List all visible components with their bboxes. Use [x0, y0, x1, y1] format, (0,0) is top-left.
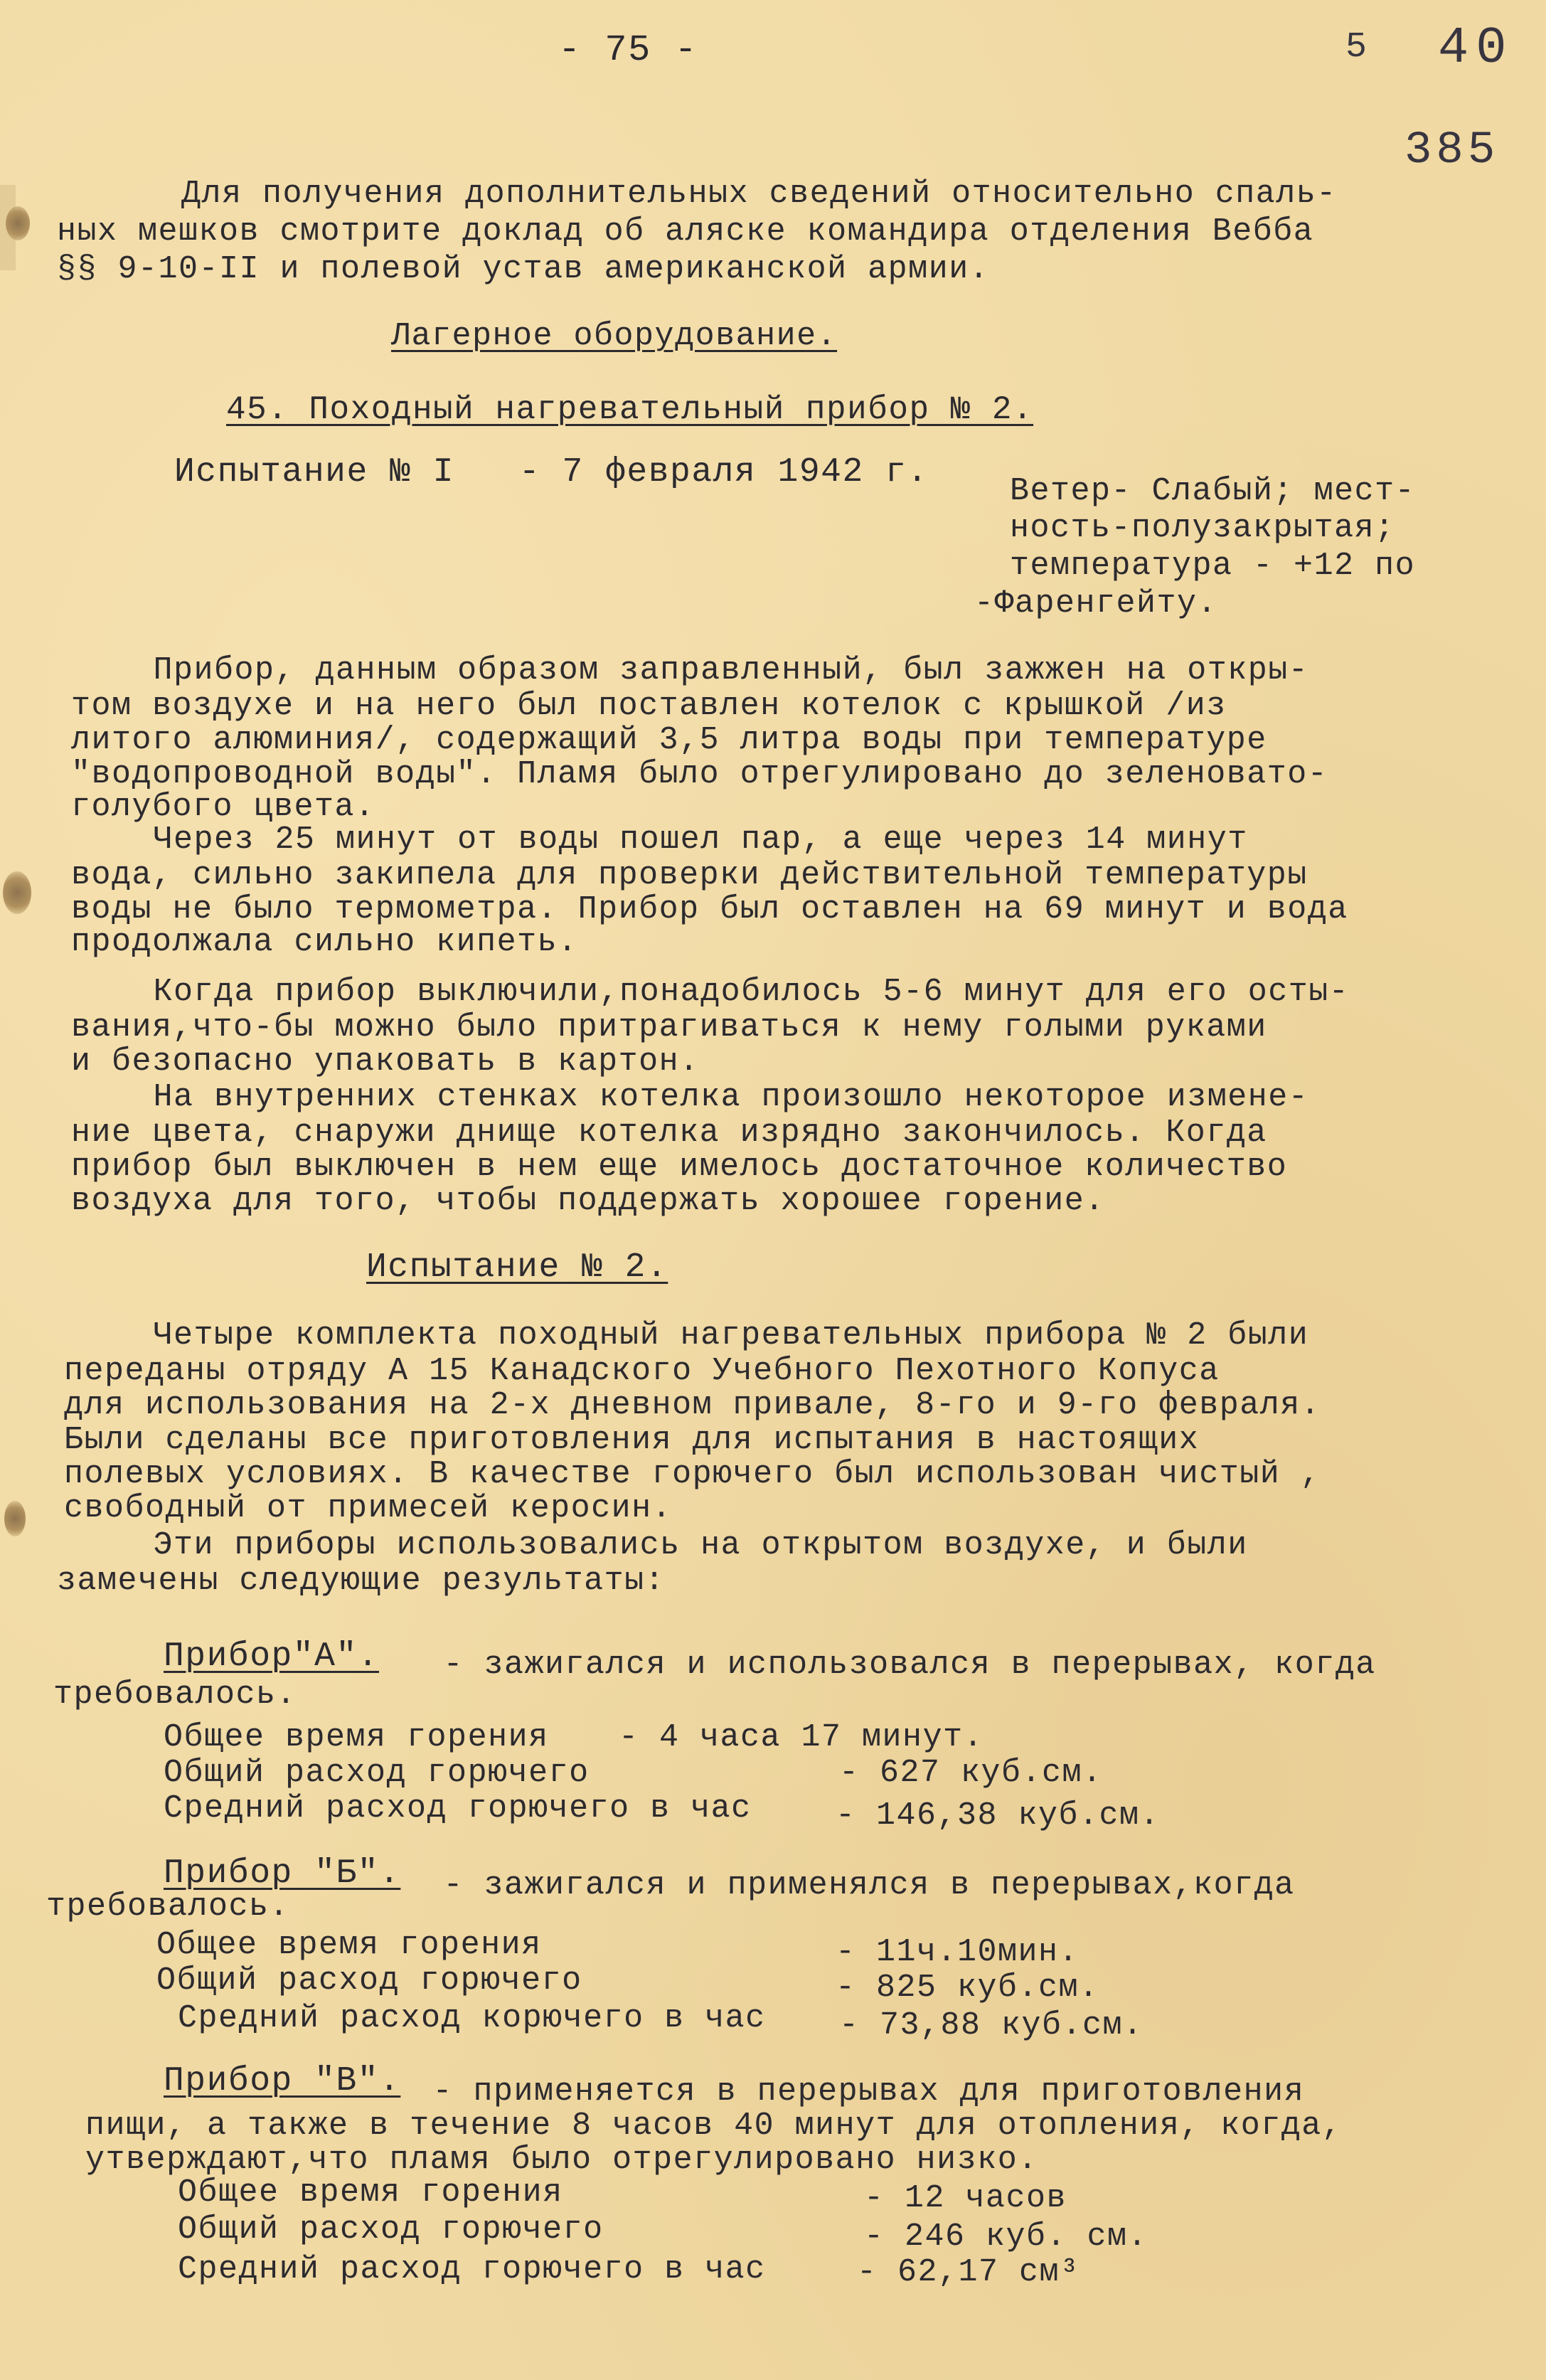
metric-value: - 4 часа 17 минут. [619, 1719, 984, 1755]
paragraph-line: прибор был выключен в нем еще имелось достаточное количество [71, 1149, 1288, 1185]
conditions-line: ность-полузакрытая; [1010, 510, 1395, 546]
device-description: требовалось. [46, 1888, 290, 1925]
punch-hole [4, 1501, 26, 1536]
metric-value: - 246 куб. см. [864, 2219, 1148, 2255]
device-label: Прибор "Б". [164, 1854, 401, 1893]
metric-value: - 627 куб.см. [839, 1755, 1103, 1791]
metric-value: - 62,17 см³ [857, 2254, 1080, 2290]
paragraph-line: вания,что-бы можно было притрагиваться к нему голыми руками [71, 1009, 1267, 1046]
conditions-line: Ветер- Слабый; мест- [1010, 473, 1416, 509]
metric-name: Средний расход горючего в час [178, 2251, 766, 2288]
device-description: утверждают,что пламя было отрегулировано низко. [85, 2142, 1038, 2178]
paragraph-line: воды не было термометра. Прибор был оставлен на 69 минут и вода [71, 891, 1348, 928]
device-label: Прибор "В". [164, 2062, 401, 2100]
paragraph-line: замечены следующие результаты: [57, 1563, 666, 1599]
paragraph-line: Когда прибор выключили,понадобилось 5-6 минут для его осты- [92, 974, 1350, 1010]
device-description: - зажигался и использовался в перерывах, когда [423, 1647, 1376, 1683]
paragraph-line: Прибор, данным образом заправленный, был зажжен на откры- [92, 652, 1309, 689]
paragraph-line: голубого цвета. [71, 789, 375, 825]
paragraph-line: воздуха для того, чтобы поддержать хорошее горение. [71, 1183, 1105, 1219]
metric-name: Общее время горения [156, 1927, 542, 1963]
paragraph-line: продолжала сильно кипеть. [71, 924, 578, 960]
paragraph-line: На внутренних стенках котелка произошло некоторое измене- [92, 1079, 1309, 1115]
paragraph-line: ние цвета, снаружи днище котелка изрядно закончилось. Когда [71, 1115, 1267, 1151]
device-label: Прибор"А". [164, 1637, 380, 1676]
metric-name: Общее время горения [164, 1719, 549, 1755]
paragraph-line: Через 25 минут от воды пошел пар, а еще через 14 минут [92, 822, 1248, 858]
item-title: 45. Походный нагревательный прибор № 2. [226, 391, 1034, 428]
metric-name: Средний расход горючего в час [164, 1790, 752, 1827]
section-title: Лагерное оборудование. [391, 318, 838, 354]
metric-name: Общий расход горючего [156, 1962, 582, 1999]
metric-value: - 12 часов [864, 2180, 1067, 2216]
paragraph-line: том воздухе и на него был поставлен котелок с крышкой /из [71, 688, 1227, 724]
paragraph-line: Эти приборы использовались на открытом воздухе, и были [92, 1527, 1248, 1563]
device-description: пищи, а также в течение 8 часов 40 минут для отопления, когда, [85, 2108, 1343, 2144]
metric-value: - 11ч.10мин. [836, 1934, 1079, 1970]
paragraph-line: для использования на 2-х дневном привале, 8-го и 9-го февраля. [64, 1387, 1321, 1423]
metric-name: Общее время горения [178, 2174, 563, 2211]
test-heading: Испытание № I - 7 февраля 1942 г. [174, 453, 929, 492]
device-description: требовалось. [53, 1677, 297, 1713]
punch-hole [3, 871, 31, 914]
metric-value: - 825 куб.см. [836, 1970, 1099, 2006]
paragraph-line: Были сделаны все приготовления для испытания в настоящих [64, 1422, 1200, 1458]
paragraph-line: литого алюминия/, содержащий 3,5 литра воды при температуре [71, 722, 1267, 758]
paragraph-line: и безопасно упаковать в картон. [71, 1043, 700, 1080]
metric-name: Средний расход корючего в час [178, 2000, 766, 2036]
paragraph-line: полевых условиях. В качестве горючего был использован чистый , [64, 1456, 1321, 1492]
intro-line: §§ 9-10-II и полевой устав американской армии. [57, 251, 990, 287]
intro-line: Для получения дополнительных сведений относительно спаль- [181, 176, 1337, 212]
punch-hole [6, 206, 30, 240]
metric-name: Общий расход горючего [164, 1755, 590, 1791]
paragraph-line: переданы отряду А 15 Канадского Учебного Пехотного Копуса [64, 1353, 1220, 1389]
intro-line: ных мешков смотрите доклад об аляске командира отделения Вебба [57, 213, 1314, 250]
folio-number: 40 [1438, 19, 1514, 78]
conditions-line: -Фаренгейту. [974, 585, 1218, 622]
test-heading: Испытание № 2. [366, 1248, 668, 1287]
metric-value: - 146,38 куб.см. [836, 1797, 1161, 1834]
metric-name: Общий расход горючего [178, 2211, 604, 2248]
device-description: - зажигался и применялся в перерывах,когда [423, 1867, 1295, 1903]
conditions-line: температура - +12 по [1010, 548, 1416, 584]
device-description: - применяется в перерывах для приготовления [412, 2073, 1305, 2110]
folio-small: 5 [1345, 27, 1368, 68]
metric-value: - 73,88 куб.см. [839, 2007, 1143, 2044]
paragraph-line: "водопроводной воды". Пламя было отрегулировано до зеленовато- [71, 756, 1328, 792]
paragraph-line: Четыре комплекта походный нагревательных прибора № 2 были [92, 1317, 1309, 1354]
page-number: - 75 - [558, 29, 698, 71]
paragraph-line: свободный от примесей керосин. [64, 1490, 673, 1526]
archive-number: 385 [1404, 125, 1500, 176]
paragraph-line: вода, сильно закипела для проверки действительной температуры [71, 857, 1308, 893]
